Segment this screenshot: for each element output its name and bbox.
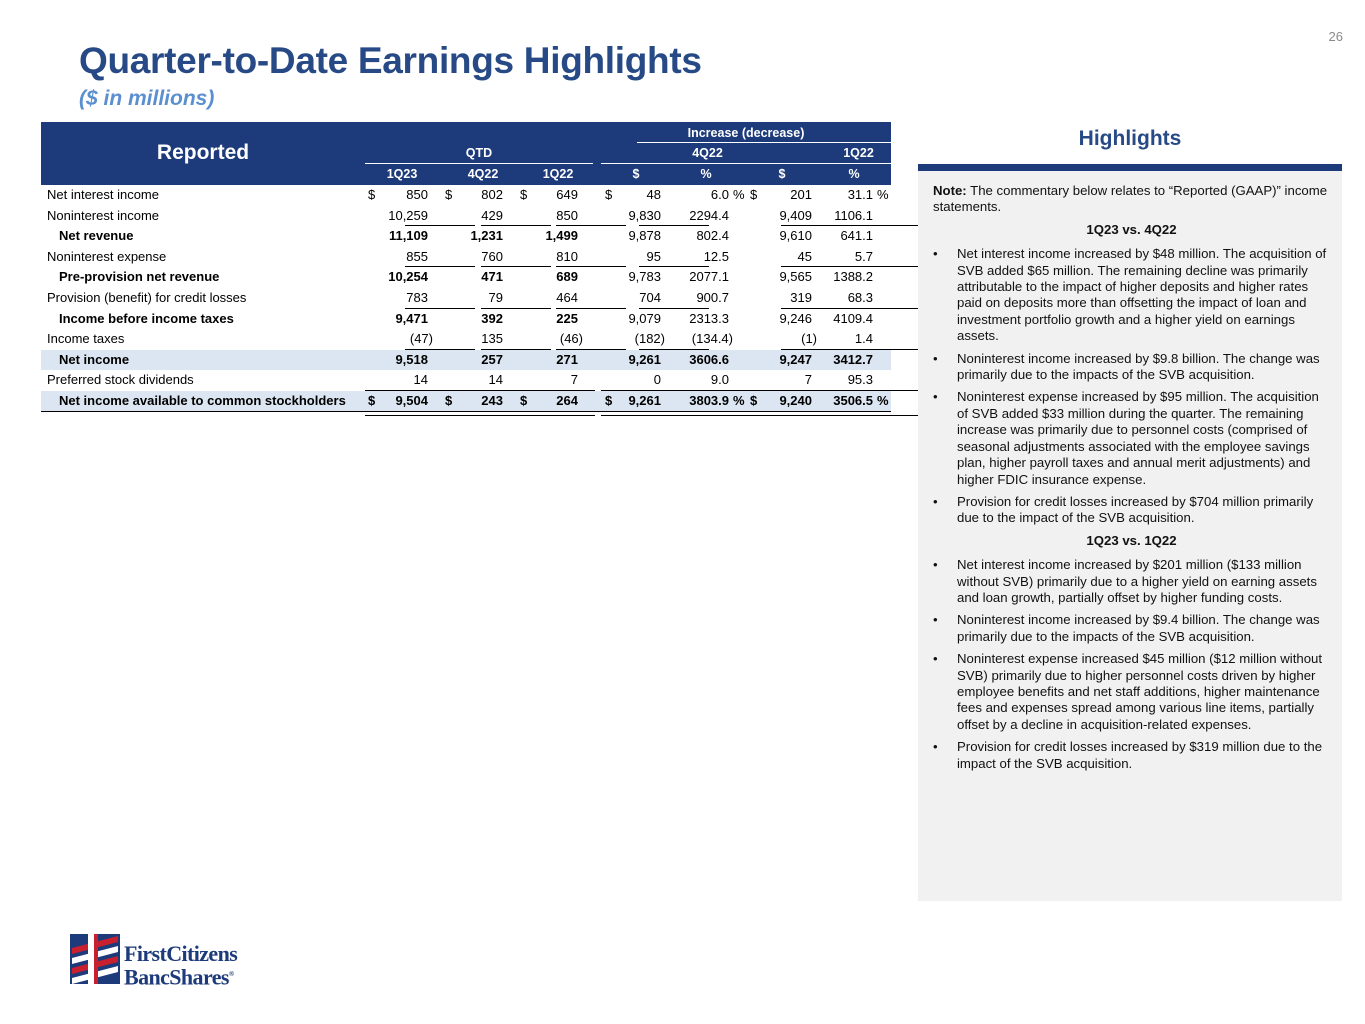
list-item: • Noninterest income increased by $9.4 billion. The change was primarily due to the impacts of the SVB acquisition. — [933, 612, 1330, 645]
row-label: Net income available to common stockholders — [59, 392, 346, 408]
page-title: Quarter-to-Date Earnings Highlights — [79, 40, 702, 81]
row-label: Income taxes — [47, 331, 125, 347]
header-reported: Reported — [156, 141, 250, 164]
col-header-pct-1q22: % — [848, 167, 860, 181]
table-row: Income taxes (47) 135 (46) (182) (134.4) (1) 1.4 — [41, 329, 891, 350]
list-item: • Provision for credit losses increased by $319 million due to the impact of the SVB acquisition. — [933, 739, 1330, 772]
table-row: Noninterest expense 855 760 810 95 12.5 45 5.7 — [41, 247, 891, 268]
row-label: Net income — [59, 351, 130, 367]
table-header — [41, 122, 891, 185]
header-group-4q22: 4Q22 — [692, 146, 723, 160]
row-label: Preferred stock dividends — [47, 372, 194, 388]
row-label: Income before income taxes — [59, 310, 234, 326]
list-item: • Net interest income increased by $201 million ($133 million without SVB) primarily due to a higher yield on earning assets and loan growth, partially offset by higher funding costs. — [933, 557, 1330, 606]
row-label: Net interest income — [47, 187, 159, 202]
list-item: • Noninterest expense increased by $95 million. The acquisition of SVB added $33 million during the quarter. The remaining increase was primarily due to personnel costs (comprised of seasonal adjustments associated with the employee savings plan, higher payroll taxes and annual merit adjustments) and higher FDIC insurance expense. — [933, 389, 1330, 487]
table-row: Net income 9,518 257 271 9,261 3606.6 9,247 3412.7 — [41, 350, 891, 371]
row-label: Provision (benefit) for credit losses — [47, 289, 247, 305]
header-qtd: QTD — [465, 146, 493, 160]
highlights-note: Note: The commentary below relates to “Reported (GAAP)” income statements. — [933, 183, 1328, 215]
bullet-list-1q23-vs-4q22 — [933, 246, 1330, 527]
table-row: Pre-provision net revenue 10,254 471 689 9,783 2077.1 9,565 1388.2 — [41, 267, 891, 288]
col-header-dollar-1q22: $ — [778, 167, 786, 181]
list-item: • Noninterest expense increased $45 million ($12 million without SVB) primarily due to higher personnel costs driven by higher employee benefits and net staff additions, higher maintenance fees and expenses spread among various line items, partially offset by a decline in acquisition-related expenses. — [933, 651, 1330, 733]
table-row: Net interest income $ 850 $ 802 $ 649 $ 48 6.0 % $ 201 31.1 % — [41, 185, 891, 206]
list-item: • Provision for credit losses increased by $704 million primarily due to the impact of the SVB acquisition. — [933, 494, 1330, 527]
logo-text: FirstCitizens BancShares® — [124, 941, 238, 990]
col-header-1q22: 1Q22 — [542, 167, 574, 181]
col-header-1q23: 1Q23 — [386, 167, 418, 181]
header-increase: Increase (decrease) — [687, 126, 805, 140]
table-row: Income before income taxes 9,471 392 225 9,079 2313.3 9,246 4109.4 — [41, 309, 891, 330]
highlights-divider — [918, 164, 1342, 171]
row-label: Net revenue — [59, 228, 134, 244]
page-number: 26 — [1328, 29, 1343, 44]
earnings-table — [41, 122, 891, 418]
table-row: Net income available to common stockholders $ 9,504 $ 243 $ 264 $ 9,261 3803.9 % $ 9,240 3506.5 % — [41, 391, 891, 412]
col-header-pct-4q22: % — [700, 167, 712, 181]
page-subtitle: ($ in millions) — [79, 87, 215, 110]
bullet-list-1q23-vs-1q22 — [933, 557, 1330, 772]
table-row: Net revenue 11,109 1,231 1,499 9,878 802.4 9,610 641.1 — [41, 226, 891, 247]
highlights-title: Highlights — [1078, 127, 1182, 150]
header-group-1q22: 1Q22 — [843, 146, 874, 160]
table-row: Noninterest income 10,259 429 850 9,830 2294.4 9,409 1106.1 — [41, 206, 891, 227]
highlights-panel — [918, 171, 1342, 901]
row-label: Noninterest income — [47, 207, 159, 223]
list-item: • Net interest income increased by $48 million. The acquisition of SVB added $65 million. The remaining decline was primarily attributable to the impact of higher deposits and higher rates paid on deposits more than offsetting the impact of loan and investment portfolio growth and a higher yield on earnings assets. — [933, 246, 1330, 344]
col-header-4q22: 4Q22 — [467, 167, 499, 181]
section-title-1q23-vs-4q22: 1Q23 vs. 4Q22 — [1086, 221, 1177, 237]
table-row: Provision (benefit) for credit losses 783 79 464 704 900.7 319 68.3 — [41, 288, 891, 309]
section-title-1q23-vs-1q22: 1Q23 vs. 1Q22 — [1086, 532, 1177, 548]
row-label: Pre-provision net revenue — [59, 269, 220, 285]
table-row: Preferred stock dividends 14 14 7 0 9.0 7 95.3 — [41, 370, 891, 391]
row-label: Noninterest expense — [47, 248, 167, 264]
list-item: • Noninterest income increased by $9.8 billion. The change was primarily due to the impacts of the SVB acquisition. — [933, 351, 1330, 384]
col-header-dollar-4q22: $ — [632, 167, 640, 181]
